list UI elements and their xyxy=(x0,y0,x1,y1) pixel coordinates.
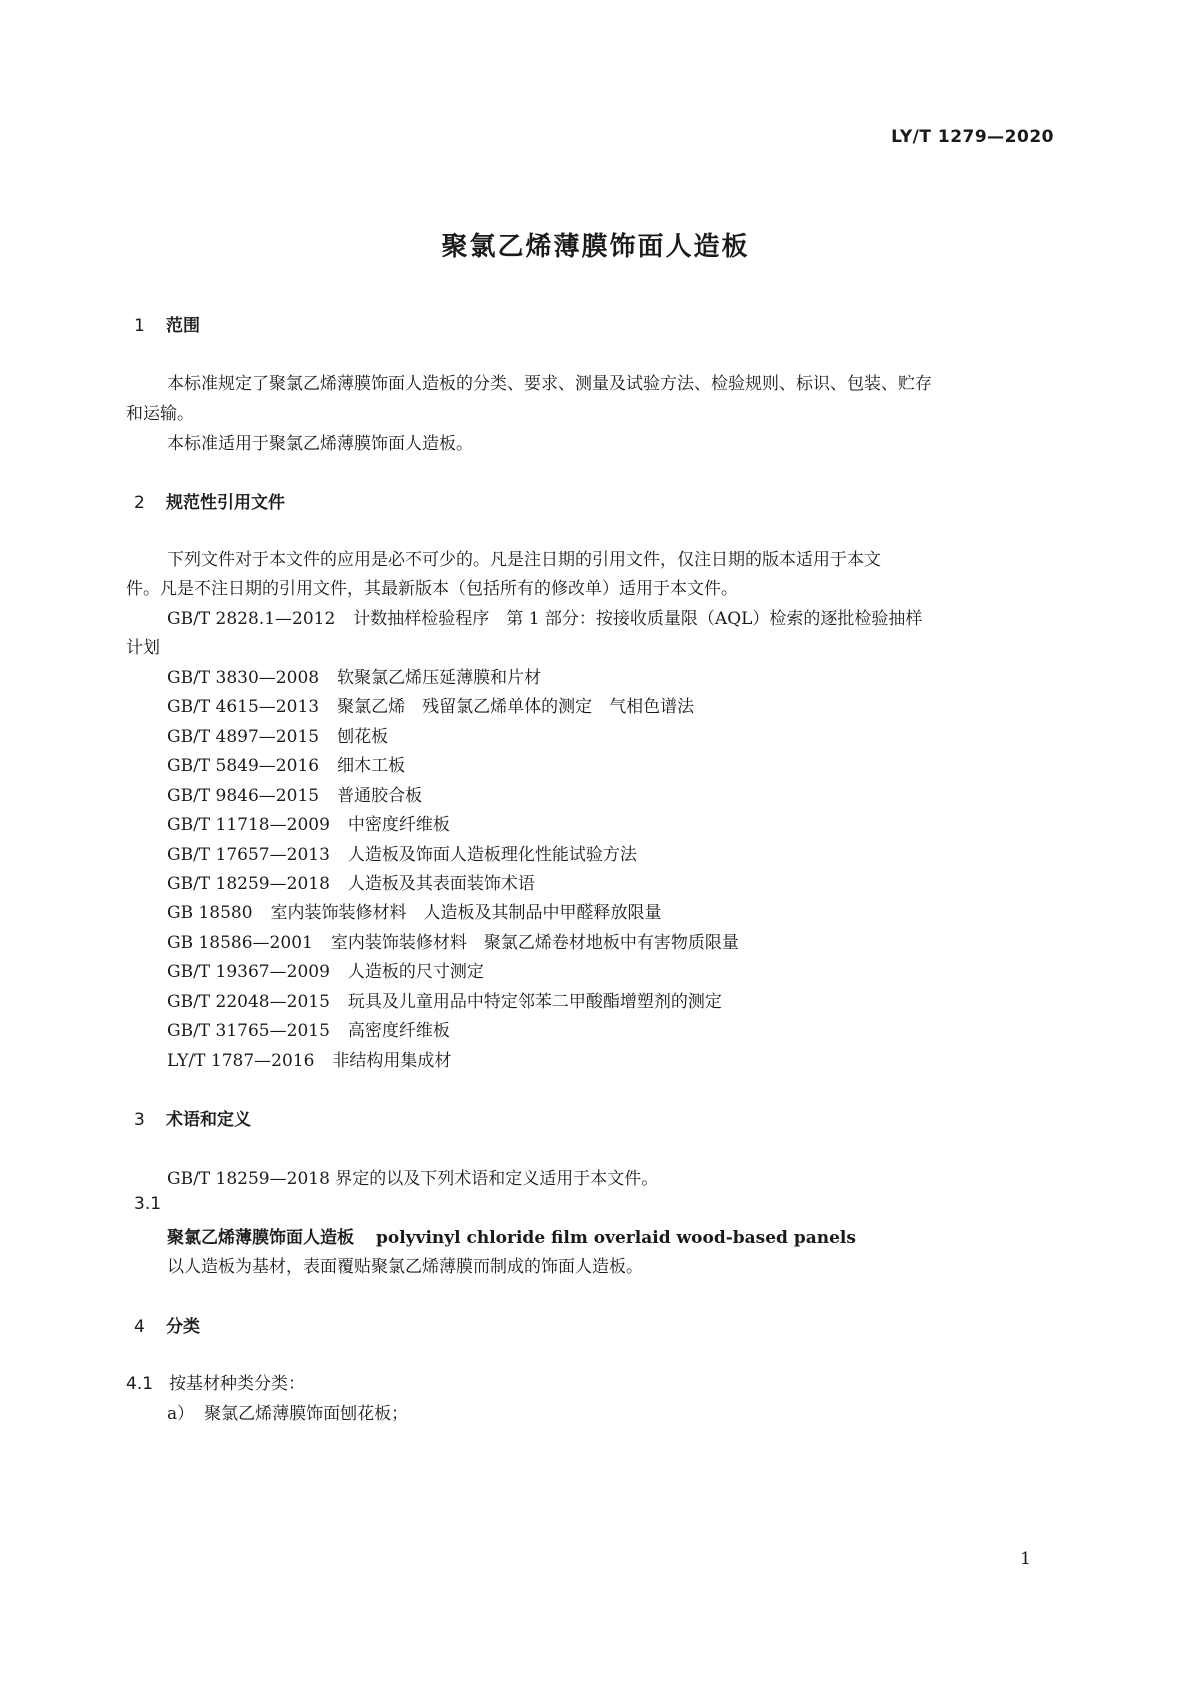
reference-title: 人造板及饰面人造板理化性能试验方法 xyxy=(347,845,637,865)
reference-item xyxy=(167,1016,450,1041)
reference-code: GB/T 19367—2009 xyxy=(167,962,330,982)
section-2-heading xyxy=(134,488,285,513)
reference-item xyxy=(167,928,739,953)
term-definition: 以人造板为基材，表面覆贴聚氯乙烯薄膜而制成的饰面人造板。 xyxy=(167,1257,643,1277)
scope-paragraph-line-2: 和运输。 xyxy=(126,404,194,424)
reference-title: 人造板及其表面装饰术语 xyxy=(347,874,535,894)
reference-code: GB 18580 xyxy=(167,903,253,923)
reference-item xyxy=(167,869,535,894)
reference-item xyxy=(167,1046,451,1071)
term-english: polyvinyl chloride film overlaid wood-based panels xyxy=(376,1228,856,1248)
reference-item xyxy=(167,898,662,923)
references-intro-line-2: 件。凡是不注日期的引用文件，其最新版本（包括所有的修改单）适用于本文件。 xyxy=(126,579,738,599)
reference-code: GB/T 17657—2013 xyxy=(167,845,330,865)
list-item-text: 聚氯乙烯薄膜饰面刨花板； xyxy=(204,1404,409,1424)
reference-title: 细木工板 xyxy=(337,756,406,776)
section-title: 术语和定义 xyxy=(166,1110,251,1130)
reference-item xyxy=(167,751,405,776)
reference-code: GB/T 4897—2015 xyxy=(167,727,320,747)
reference-item xyxy=(167,722,388,747)
reference-title: 人造板的尺寸测定 xyxy=(347,962,484,982)
term-entry xyxy=(167,1223,856,1248)
reference-title: 聚氯乙烯 残留氯乙烯单体的测定 气相色谱法 xyxy=(337,697,695,717)
reference-code: LY/T 1787—2016 xyxy=(167,1051,315,1071)
reference-code: GB/T 2828.1—2012 xyxy=(167,609,336,629)
list-item-a xyxy=(167,1399,408,1424)
reference-code: GB/T 11718—2009 xyxy=(167,815,330,835)
scope-paragraph-2: 本标准适用于聚氯乙烯薄膜饰面人造板。 xyxy=(167,434,473,454)
reference-code: GB/T 9846—2015 xyxy=(167,786,320,806)
reference-title: 非结构用集成材 xyxy=(332,1051,452,1071)
section-title: 范围 xyxy=(166,316,200,336)
reference-item xyxy=(167,987,722,1012)
reference-code: GB/T 3830—2008 xyxy=(167,668,320,688)
reference-title: 室内装饰装修材料 聚氯乙烯卷材地板中有害物质限量 xyxy=(330,933,739,953)
subclause-4-1 xyxy=(126,1369,305,1394)
reference-code: GB 18586—2001 xyxy=(167,933,313,953)
reference-item xyxy=(167,663,541,688)
reference-title: 室内装饰装修材料 人造板及其制品中甲醛释放限量 xyxy=(270,903,662,923)
references-intro-line-1: 下列文件对于本文件的应用是必不可少的。凡是注日期的引用文件，仅注日期的版本适用于本文 xyxy=(167,550,881,570)
section-3-heading xyxy=(134,1105,251,1130)
reference-item xyxy=(167,692,694,717)
section-number: 1 xyxy=(134,316,145,336)
reference-item xyxy=(167,604,922,629)
section-number: 4 xyxy=(134,1317,145,1337)
scope-paragraph-line-1: 本标准规定了聚氯乙烯薄膜饰面人造板的分类、要求、测量及试验方法、检验规则、标识、包装、贮存 xyxy=(167,374,932,394)
reference-title: 软聚氯乙烯压延薄膜和片材 xyxy=(337,668,542,688)
section-title: 分类 xyxy=(166,1317,200,1337)
reference-title: 计数抽样检验程序 第 1 部分：按接收质量限（AQL）检索的逐批检验抽样 xyxy=(353,609,923,629)
section-1-heading xyxy=(134,311,200,336)
section-number: 2 xyxy=(134,493,145,513)
reference-title: 普通胶合板 xyxy=(337,786,423,806)
reference-item-continuation: 计划 xyxy=(126,638,160,658)
reference-item xyxy=(167,840,637,865)
list-item-label: a） xyxy=(167,1404,195,1424)
reference-item xyxy=(167,781,422,806)
section-number: 3 xyxy=(134,1110,145,1130)
reference-title: 刨花板 xyxy=(337,727,389,747)
reference-code: GB/T 18259—2018 xyxy=(167,874,330,894)
section-title: 规范性引用文件 xyxy=(166,493,285,513)
reference-title: 中密度纤维板 xyxy=(347,815,450,835)
standard-code: LY/T 1279—2020 xyxy=(891,127,1054,147)
document-title: 聚氯乙烯薄膜饰面人造板 xyxy=(441,232,750,262)
section-4-heading xyxy=(134,1312,200,1337)
reference-title: 玩具及儿童用品中特定邻苯二甲酸酯增塑剂的测定 xyxy=(347,992,722,1012)
reference-title: 高密度纤维板 xyxy=(347,1021,450,1041)
terms-intro: GB/T 18259—2018 界定的以及下列术语和定义适用于本文件。 xyxy=(167,1169,659,1189)
reference-item xyxy=(167,810,450,835)
subclause-number: 4.1 xyxy=(126,1374,154,1394)
reference-code: GB/T 22048—2015 xyxy=(167,992,330,1012)
reference-item xyxy=(167,957,484,982)
page-number: 1 xyxy=(1020,1549,1031,1569)
subclause-text: 按基材种类分类： xyxy=(169,1374,306,1394)
reference-code: GB/T 31765—2015 xyxy=(167,1021,330,1041)
reference-code: GB/T 5849—2016 xyxy=(167,756,320,776)
reference-code: GB/T 4615—2013 xyxy=(167,697,320,717)
term-number: 3.1 xyxy=(134,1194,162,1214)
term-chinese: 聚氯乙烯薄膜饰面人造板 xyxy=(167,1228,354,1248)
